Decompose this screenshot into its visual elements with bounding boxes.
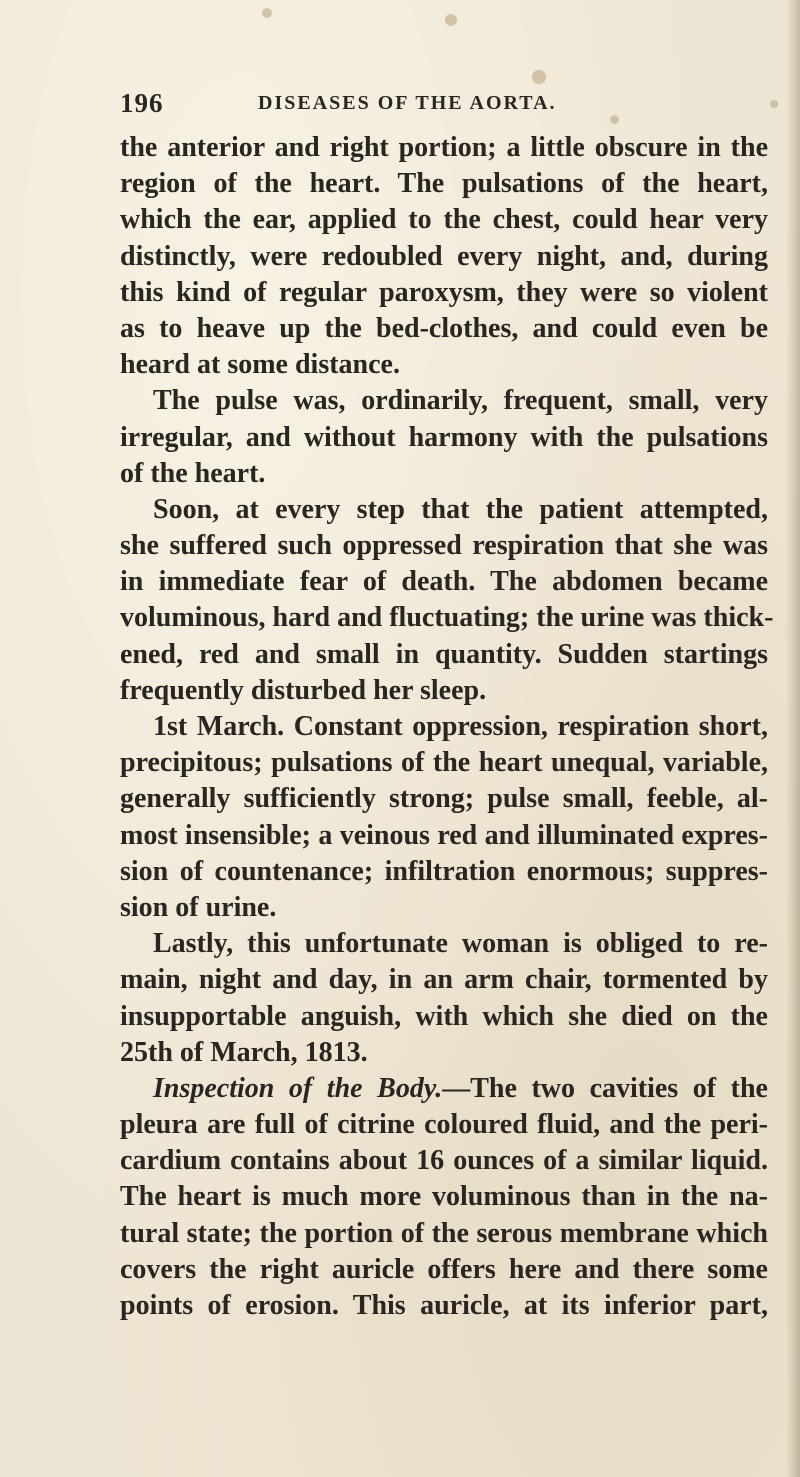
running-head: DISEASES OF THE AORTA.	[258, 92, 557, 114]
text-line: she suffered such oppressed respiration that she was	[120, 530, 768, 562]
foxing-spot	[770, 100, 778, 108]
text-line: The pulse was, ordinarily, frequent, small, very	[153, 385, 768, 417]
foxing-spot	[262, 8, 272, 18]
text-line: which the ear, applied to the chest, could hear very	[120, 204, 768, 236]
text-line: region of the heart. The pulsations of the heart,	[120, 168, 768, 200]
text-line: 1st March. Constant oppression, respiration short,	[153, 711, 768, 742]
foxing-spot	[532, 70, 546, 84]
text-line: sion of urine.	[120, 891, 277, 923]
text-line: cardium contains about 16 ounces of a similar liquid.	[120, 1145, 768, 1177]
inspection-heading: Inspection of the Body.	[153, 1072, 443, 1104]
foxing-spot	[445, 14, 457, 26]
text-line: tural state; the portion of the serous membrane which	[120, 1217, 768, 1249]
text-line: as to heave up the bed-clothes, and could even be	[120, 312, 768, 344]
text-line: 25th of March, 1813.	[120, 1036, 368, 1068]
text-line: in immediate fear of death. The abdomen became	[120, 566, 768, 598]
text-line: Lastly, this unfortunate woman is obliged to re-	[153, 928, 768, 960]
text-line-inspection	[120, 1071, 768, 1107]
text-line: most insensible; a veinous red and illuminated expres-	[120, 819, 768, 851]
page-header	[120, 88, 760, 128]
page-number: 196	[120, 88, 164, 118]
inspection-text: —The two cavities of the	[442, 1072, 768, 1104]
body-text	[120, 130, 774, 1324]
text-line: of the heart.	[120, 457, 266, 489]
text-line: heard at some distance.	[120, 349, 400, 381]
text-line: pleura are full of citrine coloured fluid, and the peri-	[120, 1109, 768, 1141]
text-line: the anterior and right portion; a little obscure in the	[120, 132, 768, 163]
text-line: covers the right auricle offers here and there some	[120, 1253, 768, 1285]
text-line: insupportable anguish, with which she died on the	[120, 1000, 768, 1032]
text-line: this kind of regular paroxysm, they were so violent	[120, 276, 768, 308]
text-line: voluminous, hard and fluctuating; the urine was thick-	[120, 602, 774, 634]
page-edge-shadow	[786, 0, 800, 1477]
text-line: ened, red and small in quantity. Sudden startings	[120, 638, 768, 670]
text-line: sion of countenance; infiltration enormous; suppres-	[120, 855, 768, 887]
text-line: precipitous; pulsations of the heart unequal, variable,	[120, 747, 768, 779]
text-line: points of erosion. This auricle, at its inferior part,	[120, 1290, 768, 1321]
text-line: irregular, and without harmony with the pulsations	[120, 421, 768, 453]
text-line: Soon, at every step that the patient attempted,	[153, 493, 768, 525]
text-line: distinctly, were redoubled every night, and, during	[120, 240, 768, 272]
text-line: frequently disturbed her sleep.	[120, 674, 487, 706]
text-line: generally sufficiently strong; pulse small, feeble, al-	[120, 783, 768, 815]
text-line: main, night and day, in an arm chair, tormented by	[120, 964, 768, 996]
text-line: The heart is much more voluminous than in the na-	[120, 1181, 768, 1213]
